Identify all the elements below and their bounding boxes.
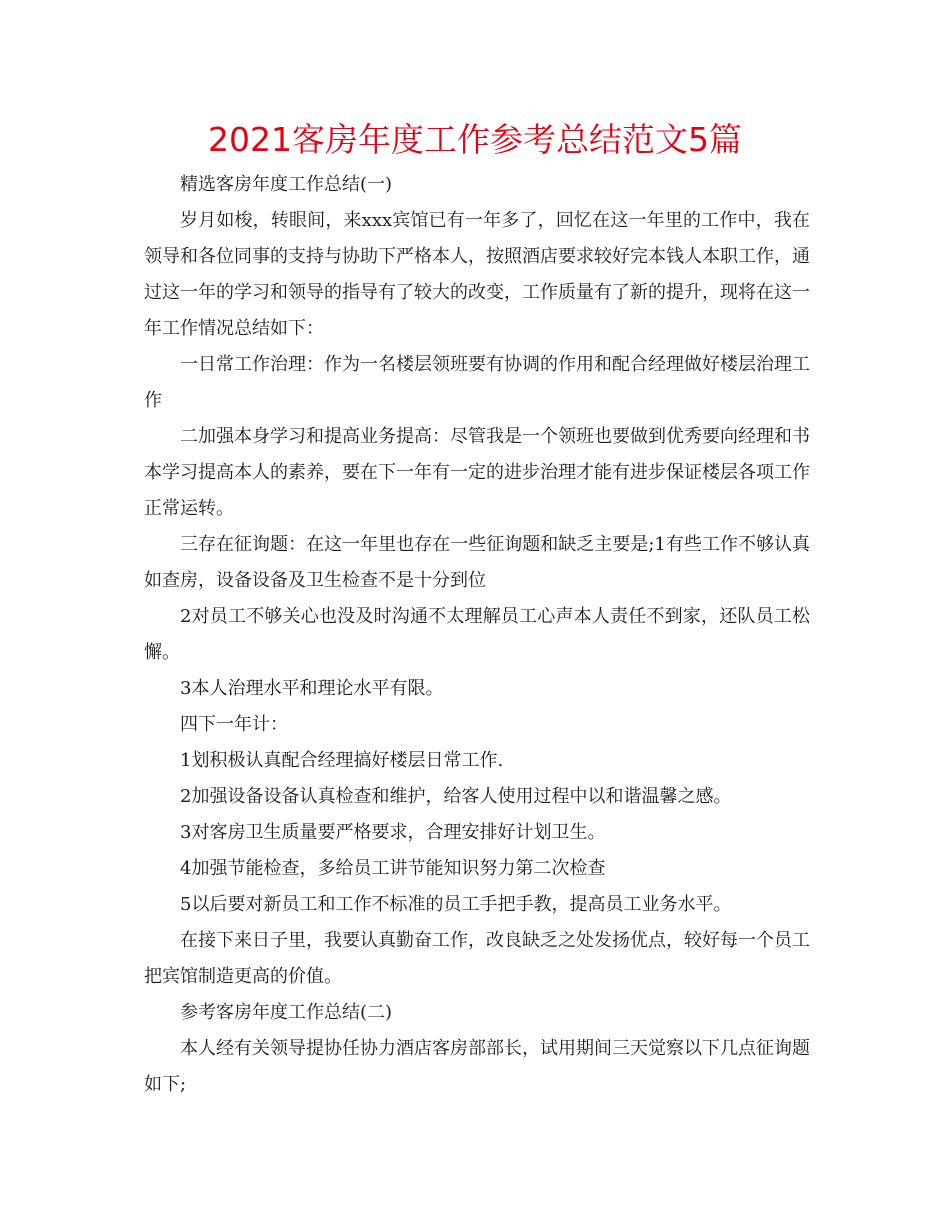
paragraph: 2加强设备设备认真检查和维护，给客人使用过程中以和谐温馨之感。: [180, 786, 732, 807]
paragraph: 4加强节能检查，多给员工讲节能知识努力第二次检查: [180, 858, 606, 879]
paragraph: 在接下来日子里，我要认真勤奋工作，改良缺乏之处发扬优点，较好每一个员工把宾馆制造更高的价值。: [144, 930, 810, 987]
paragraph: 四下一年计：: [180, 714, 288, 735]
paragraph: 1划积极认真配合经理搞好楼层日常工作.: [180, 750, 504, 771]
paragraph: 2对员工不够关心也没及时沟通不太理解员工心声本人责任不到家，还队员工松懈。: [144, 606, 810, 663]
paragraph: 一日常工作治理：作为一名楼层领班要有协调的作用和配合经理做好楼层治理工作: [144, 354, 810, 411]
paragraph: 参考客房年度工作总结(二): [180, 1002, 393, 1023]
paragraph: 3对客房卫生质量要严格要求，合理安排好计划卫生。: [180, 822, 606, 843]
paragraph: 3本人治理水平和理论水平有限。: [180, 678, 444, 699]
paragraph: 二加强本身学习和提高业务提高：尽管我是一个领班也要做到优秀要向经理和书本学习提高本人的素养，要在下一年有一定的进步治理才能有进步保证楼层各项工作正常运转。: [144, 426, 810, 519]
document-title: 2021客房年度工作参考总结范文5篇: [208, 120, 742, 159]
paragraph: 岁月如梭，转眼间，来xxx宾馆已有一年多了，回忆在这一年里的工作中，我在领导和各位同事的支持与协助下严格本人，按照酒店要求较好完本钱人本职工作，通过这一年的学习和领导的指导有了较大的改变，工作质量有了新的提升，现将在这一年工作情况总结如下：: [144, 210, 810, 339]
document-body: [144, 167, 810, 1103]
paragraph: 5以后要对新员工和工作不标准的员工手把手教，提高员工业务水平。: [180, 894, 732, 915]
paragraph: 本人经有关领导提协任协力酒店客房部部长，试用期间三天觉察以下几点征询题如下;: [144, 1038, 810, 1095]
paragraph: 精选客房年度工作总结(一): [180, 174, 393, 195]
paragraph: 三存在征询题：在这一年里也存在一些征询题和缺乏主要是;1有些工作不够认真如查房，设备设备及卫生检查不是十分到位: [144, 534, 810, 591]
